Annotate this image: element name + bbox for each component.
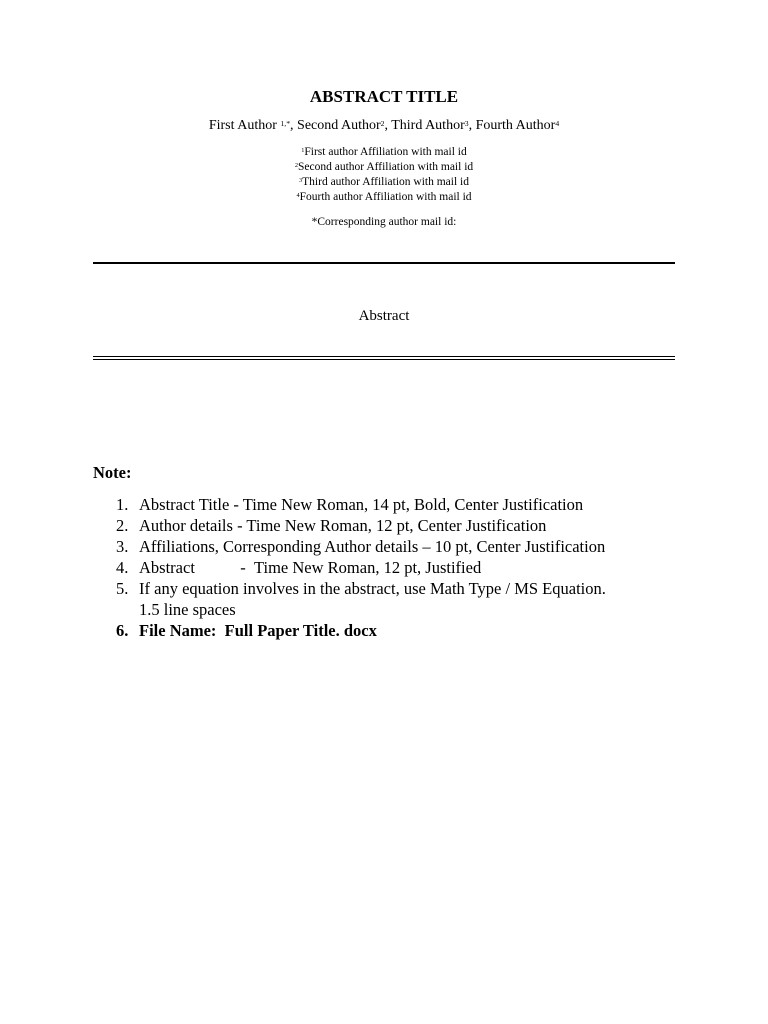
affiliation-superscript: 2 xyxy=(294,162,298,170)
list-number: 4. xyxy=(116,558,129,577)
affiliation-superscript: 3 xyxy=(299,177,303,185)
author-superscript: 2 xyxy=(380,118,385,128)
author-superscript: 3 xyxy=(464,118,469,128)
affiliation-line xyxy=(0,160,768,175)
list-text: Abstract - Time New Roman, 12 pt, Justified xyxy=(139,558,482,577)
list-item xyxy=(0,494,768,515)
list-text: Author details - Time New Roman, 12 pt, Center Justification xyxy=(139,516,547,535)
affiliation-superscript: 4 xyxy=(296,192,300,200)
list-text: File Name: Full Paper Title. docx xyxy=(139,621,377,640)
author-name: First Author xyxy=(208,118,281,133)
list-text-continuation: 1.5 line spaces xyxy=(139,600,236,619)
author-name: Third Author xyxy=(391,118,465,133)
list-item xyxy=(0,557,768,578)
list-item xyxy=(0,515,768,536)
affiliation-line xyxy=(0,175,768,190)
author-separator: , xyxy=(468,118,476,133)
affiliation-text: Fourth author Affiliation with mail id xyxy=(299,191,472,203)
abstract-title: ABSTRACT TITLE xyxy=(309,87,459,106)
affiliation-text: Third author Affiliation with mail id xyxy=(302,176,469,188)
affiliation-superscript: 1 xyxy=(301,147,305,155)
top-divider xyxy=(93,262,675,264)
list-item xyxy=(0,620,768,641)
list-number: 1. xyxy=(116,495,129,514)
affiliation-line xyxy=(0,190,768,205)
author-line xyxy=(0,117,768,135)
list-text: Abstract Title - Time New Roman, 14 pt, Bold, Center Justification xyxy=(139,495,584,514)
note-list xyxy=(0,494,768,641)
list-item xyxy=(0,578,768,599)
list-text: Affiliations, Corresponding Author details – 10 pt, Center Justification xyxy=(139,537,606,556)
note-heading: Note: xyxy=(93,463,132,482)
list-item-continuation xyxy=(0,599,768,620)
author-superscript: 4 xyxy=(555,118,560,128)
author-name: Fourth Author xyxy=(475,118,556,133)
list-number: 6. xyxy=(116,621,129,640)
abstract-heading: Abstract xyxy=(358,308,410,324)
author-separator: , xyxy=(290,118,298,133)
list-text: If any equation involves in the abstract, use Math Type / MS Equation. xyxy=(139,579,606,598)
affiliation-text: First author Affiliation with mail id xyxy=(304,146,467,158)
list-number: 5. xyxy=(116,579,129,598)
corresponding-author-line: *Corresponding author mail id: xyxy=(311,216,457,228)
author-superscript: 1,* xyxy=(280,118,291,128)
list-item xyxy=(0,536,768,557)
affiliation-line xyxy=(0,145,768,160)
list-number: 2. xyxy=(116,516,129,535)
bottom-double-divider xyxy=(93,356,675,360)
list-number: 3. xyxy=(116,537,129,556)
author-separator: , xyxy=(384,118,392,133)
affiliation-text: Second author Affiliation with mail id xyxy=(298,161,474,173)
author-name: Second Author xyxy=(297,118,381,133)
